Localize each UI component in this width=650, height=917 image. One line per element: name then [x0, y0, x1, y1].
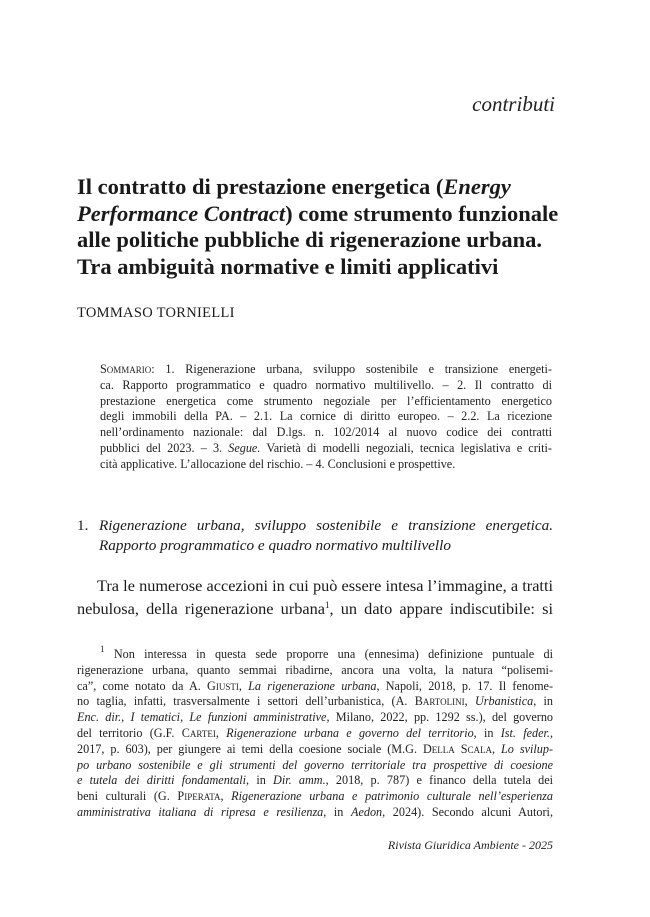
author-name: TOMMASO TORNIELLI [77, 305, 235, 321]
body-line: Tra le numerose accezioni in cui può essere intesa l’immagine, a tratti [97, 576, 553, 595]
title-line-2: Performance Contract) come strumento funzionale [77, 200, 559, 226]
summary-line: degli immobili della PA. – 2.1. La cornice di diritto europeo. – 2.2. La ricezione [100, 409, 552, 424]
body-paragraph [77, 575, 553, 620]
footnote-line: amministrativa italiana di ripresa e resilienza, in Aedon, 2024). Secondo alcuni Autori, [77, 804, 553, 819]
title-line-4: Tra ambiguità normative e limiti applicativi [77, 253, 499, 279]
section-heading-line: Rapporto programmatico e quadro normativo multilivello [99, 537, 451, 554]
footnote-line: 2017, p. 603), per giungere ai temi della coesione sociale (M.G. Della Scala, Lo svilup- [77, 741, 554, 756]
summary-label: Sommario [100, 362, 152, 376]
footnote-line: po urbano sostenibile e gli strumenti del governo territoriale tra prospettive di coesione [77, 757, 553, 772]
summary-line: pubblici del 2023. – 3. Segue. Varietà di modelli negoziali, tecnica legislativa e criti- [100, 440, 552, 455]
title-line-3: alle politiche pubbliche di rigenerazione urbana. [77, 227, 543, 252]
footnote-line: ca”, come notato da A. Giusti, La rigenerazione urbana, Napoli, 2018, p. 17. Il fenome- [77, 678, 554, 693]
section-label: contributi [472, 92, 555, 116]
footnote-line: Enc. dir., I tematici, Le funzioni amministrative, Milano, 2022, pp. 1292 ss.), del governo [77, 710, 554, 725]
footnote-1 [77, 644, 554, 821]
title-line-1: Il contratto di prestazione energetica (Energy [77, 174, 511, 199]
summary-block [100, 362, 552, 473]
footnote-line: rigenerazione urbana, quanto semmai ribadirne, ancora una volta, la natura “polisemi- [77, 662, 553, 677]
footnote-line: e tutela dei diritti fondamentali, in Dir. amm., 2018, p. 787) e financo della tutela dei [77, 773, 553, 788]
summary-line: ca. Rapporto programmatico e quadro normativo multilivello. – 2. Il contratto di [100, 377, 552, 392]
section-number: 1. [77, 517, 89, 534]
summary-line: cità applicative. L’allocazione del rischio. – 4. Conclusioni e prospettive. [100, 456, 456, 471]
body-line: nebulosa, della rigenerazione urbana$^1$, un dato appare indiscutibile: si [77, 598, 553, 618]
footnote-line: del territorio (G.F. Cartei, Rigenerazione urbana e governo del territorio, in Ist. feder., [77, 725, 553, 740]
footnote-line: beni culturali (G. Piperata, Rigenerazione urbana e patrimonio culturale nell’esperienza [77, 789, 554, 804]
summary-line: Sommario: 1. Rigenerazione urbana, sviluppo sostenibile e transizione energeti- [100, 362, 552, 376]
footnote-line: no taglia, infatti, trasversalmente i settori dell’urbanistica, (A. Bartolini, Urbanistica, in [77, 694, 554, 709]
footnote-line: $^1$ Non interessa in questa sede proporre una (ennesima) definizione puntuale di [100, 644, 554, 661]
summary-line: nell’ordinamento nazionale: dal D.lgs. n. 102/2014 al nuovo codice dei contratti [100, 425, 552, 440]
footnote-ref[interactable]: 1 [324, 599, 330, 610]
summary-line: prestazione energetica come strumento negoziale per l’efficientamento energetico [100, 393, 552, 408]
section-heading-line: Rigenerazione urbana, sviluppo sostenibile e transizione energetica. [99, 517, 553, 534]
footnote-marker: 1 [100, 644, 105, 654]
article-title [77, 174, 577, 280]
journal-footer: Rivista Giuridica Ambiente - 2025 [387, 838, 553, 852]
